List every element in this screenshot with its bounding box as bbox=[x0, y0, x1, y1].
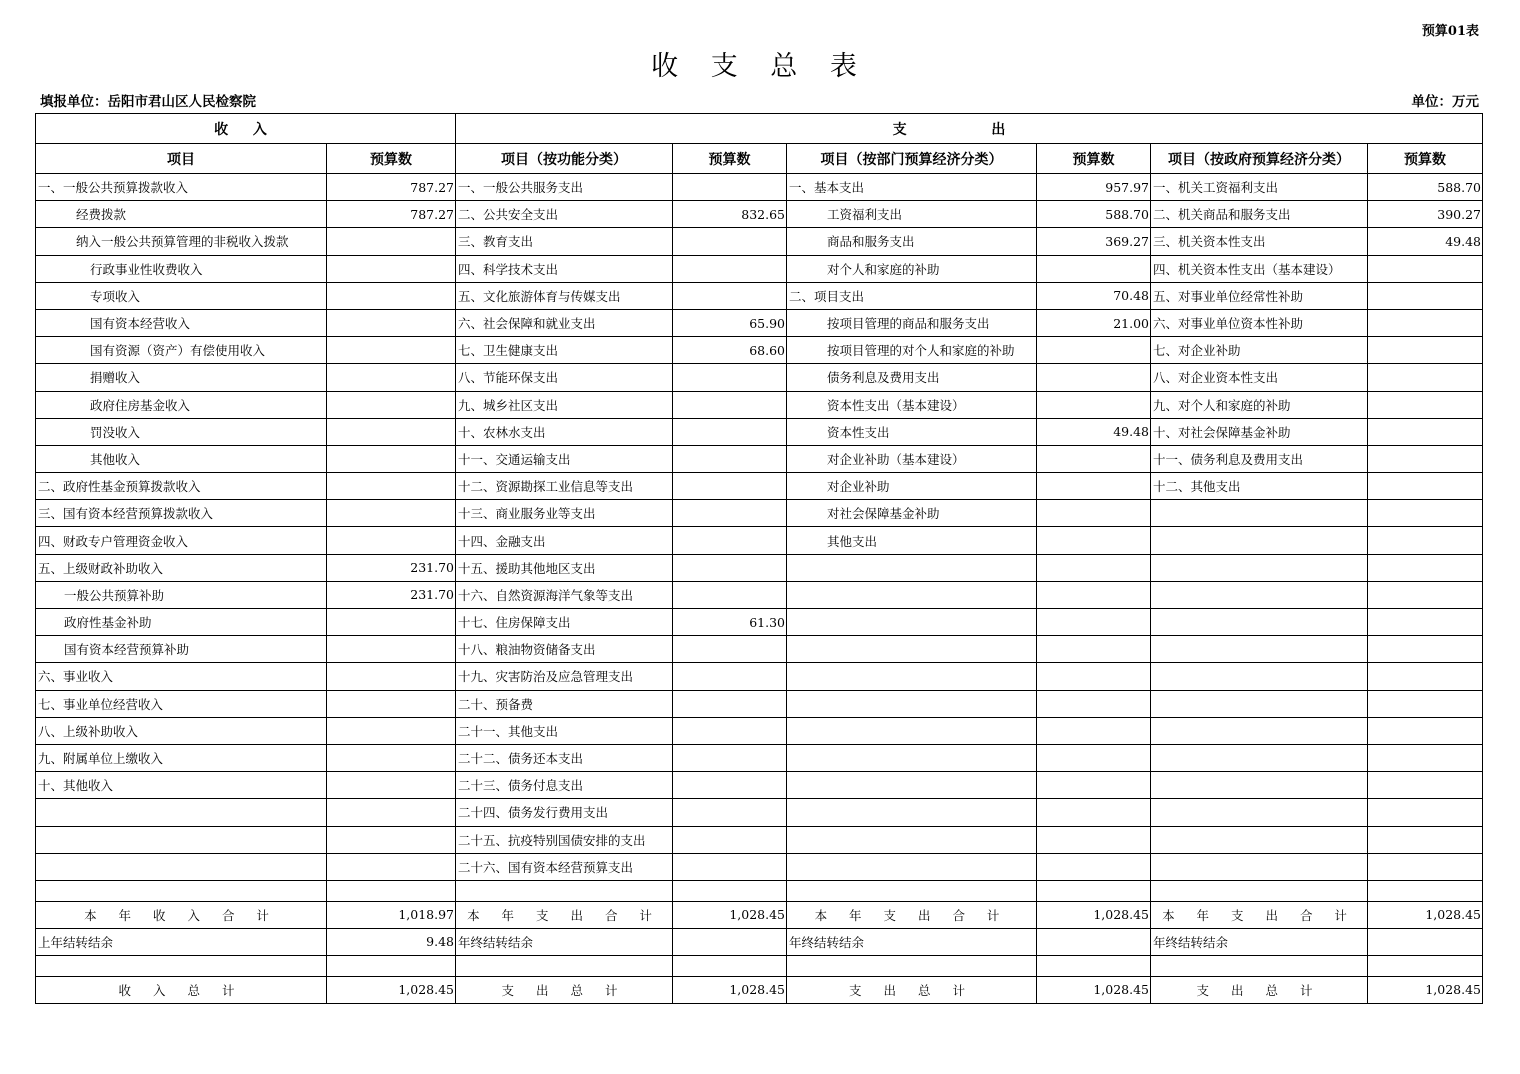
empty-cell bbox=[36, 880, 327, 901]
budget-value-cell bbox=[673, 636, 787, 663]
budget-value-cell: 9.48 bbox=[327, 928, 456, 955]
col-header-functional-item: 项目（按功能分类） bbox=[456, 144, 673, 174]
item-cell: 支 出 总 计 bbox=[1151, 976, 1368, 1003]
budget-value-cell bbox=[673, 772, 787, 799]
item-cell bbox=[1151, 500, 1368, 527]
item-cell bbox=[1151, 663, 1368, 690]
budget-value-cell bbox=[1037, 500, 1151, 527]
item-cell: 十五、援助其他地区支出 bbox=[456, 554, 673, 581]
item-cell: 本 年 支 出 合 计 bbox=[1151, 901, 1368, 928]
budget-value-cell: 787.27 bbox=[327, 201, 456, 228]
blank-row bbox=[36, 880, 1483, 901]
budget-value-cell bbox=[327, 445, 456, 472]
item-cell: 上年结转结余 bbox=[36, 928, 327, 955]
table-row bbox=[36, 663, 1483, 690]
item-cell: 四、科学技术支出 bbox=[456, 255, 673, 282]
item-cell: 捐赠收入 bbox=[36, 364, 327, 391]
table-row bbox=[36, 799, 1483, 826]
budget-value-cell: 231.70 bbox=[327, 581, 456, 608]
budget-value-cell bbox=[1037, 364, 1151, 391]
table-row bbox=[36, 581, 1483, 608]
item-cell: 债务利息及费用支出 bbox=[787, 364, 1037, 391]
item-cell: 一、基本支出 bbox=[787, 174, 1037, 201]
table-body bbox=[36, 174, 1483, 1004]
budget-value-cell: 61.30 bbox=[673, 609, 787, 636]
table-row bbox=[36, 337, 1483, 364]
table-row bbox=[36, 826, 1483, 853]
item-cell: 二十一、其他支出 bbox=[456, 717, 673, 744]
item-cell: 一般公共预算补助 bbox=[36, 581, 327, 608]
item-cell bbox=[787, 717, 1037, 744]
empty-cell bbox=[456, 880, 673, 901]
budget-value-cell: 1,028.45 bbox=[1037, 976, 1151, 1003]
budget-value-cell bbox=[673, 554, 787, 581]
item-cell: 收 入 总 计 bbox=[36, 976, 327, 1003]
budget-value-cell bbox=[1037, 554, 1151, 581]
budget-value-cell bbox=[1037, 717, 1151, 744]
item-cell bbox=[1151, 717, 1368, 744]
budget-value-cell bbox=[327, 609, 456, 636]
table-row bbox=[36, 744, 1483, 771]
item-cell: 二十二、债务还本支出 bbox=[456, 744, 673, 771]
item-cell: 一、一般公共服务支出 bbox=[456, 174, 673, 201]
item-cell: 十、农林水支出 bbox=[456, 418, 673, 445]
budget-value-cell bbox=[673, 445, 787, 472]
budget-value-cell bbox=[673, 928, 787, 955]
item-cell: 资本性支出（基本建设） bbox=[787, 391, 1037, 418]
budget-value-cell bbox=[327, 636, 456, 663]
item-cell: 十二、资源勘探工业信息等支出 bbox=[456, 473, 673, 500]
item-cell: 二、政府性基金预算拨款收入 bbox=[36, 473, 327, 500]
budget-value-cell bbox=[1368, 636, 1483, 663]
item-cell bbox=[787, 744, 1037, 771]
budget-value-cell bbox=[673, 364, 787, 391]
budget-value-cell: 369.27 bbox=[1037, 228, 1151, 255]
item-cell bbox=[787, 636, 1037, 663]
item-cell: 十六、自然资源海洋气象等支出 bbox=[456, 581, 673, 608]
table-row bbox=[36, 418, 1483, 445]
item-cell bbox=[787, 581, 1037, 608]
item-cell bbox=[787, 853, 1037, 880]
budget-value-cell bbox=[327, 337, 456, 364]
budget-value-cell bbox=[673, 799, 787, 826]
table-row bbox=[36, 391, 1483, 418]
budget-value-cell: 390.27 bbox=[1368, 201, 1483, 228]
item-cell: 资本性支出 bbox=[787, 418, 1037, 445]
budget-value-cell: 231.70 bbox=[327, 554, 456, 581]
item-cell: 其他收入 bbox=[36, 445, 327, 472]
budget-value-cell bbox=[1037, 445, 1151, 472]
item-cell: 六、对事业单位资本性补助 bbox=[1151, 309, 1368, 336]
budget-value-cell bbox=[1037, 527, 1151, 554]
budget-value-cell bbox=[1368, 255, 1483, 282]
budget-value-cell bbox=[1368, 690, 1483, 717]
budget-value-cell bbox=[1368, 799, 1483, 826]
item-cell: 对企业补助 bbox=[787, 473, 1037, 500]
item-cell: 纳入一般公共预算管理的非税收入拨款 bbox=[36, 228, 327, 255]
budget-value-cell bbox=[1368, 853, 1483, 880]
empty-cell bbox=[673, 955, 787, 976]
budget-value-cell bbox=[673, 663, 787, 690]
budget-value-cell: 957.97 bbox=[1037, 174, 1151, 201]
table-row bbox=[36, 772, 1483, 799]
item-cell: 三、国有资本经营预算拨款收入 bbox=[36, 500, 327, 527]
income-group-header: 收 入 bbox=[36, 114, 456, 144]
budget-value-cell bbox=[327, 826, 456, 853]
budget-value-cell bbox=[1037, 581, 1151, 608]
empty-cell bbox=[1037, 880, 1151, 901]
budget-value-cell bbox=[673, 853, 787, 880]
budget-value-cell bbox=[327, 772, 456, 799]
item-cell: 国有资源（资产）有偿使用收入 bbox=[36, 337, 327, 364]
item-cell: 本 年 收 入 合 计 bbox=[36, 901, 327, 928]
budget-value-cell bbox=[327, 663, 456, 690]
budget-value-cell bbox=[1368, 826, 1483, 853]
budget-value-cell bbox=[1368, 364, 1483, 391]
empty-cell bbox=[787, 955, 1037, 976]
budget-value-cell bbox=[1368, 663, 1483, 690]
item-cell: 年终结转结余 bbox=[456, 928, 673, 955]
budget-value-cell bbox=[673, 581, 787, 608]
item-cell: 政府性基金补助 bbox=[36, 609, 327, 636]
item-cell bbox=[787, 799, 1037, 826]
budget-value-cell: 1,028.45 bbox=[1368, 976, 1483, 1003]
item-cell bbox=[1151, 636, 1368, 663]
item-cell: 二十三、债务付息支出 bbox=[456, 772, 673, 799]
empty-cell bbox=[1037, 955, 1151, 976]
item-cell bbox=[787, 690, 1037, 717]
table-row bbox=[36, 255, 1483, 282]
item-cell: 按项目管理的商品和服务支出 bbox=[787, 309, 1037, 336]
item-cell: 十七、住房保障支出 bbox=[456, 609, 673, 636]
item-cell bbox=[787, 609, 1037, 636]
item-cell bbox=[36, 799, 327, 826]
item-cell: 九、附属单位上缴收入 bbox=[36, 744, 327, 771]
col-header-dept-economic-item: 项目（按部门预算经济分类） bbox=[787, 144, 1037, 174]
budget-value-cell bbox=[327, 418, 456, 445]
item-cell: 二十、预备费 bbox=[456, 690, 673, 717]
budget-value-cell bbox=[1368, 500, 1483, 527]
item-cell: 十二、其他支出 bbox=[1151, 473, 1368, 500]
budget-value-cell bbox=[673, 500, 787, 527]
budget-value-cell bbox=[1368, 418, 1483, 445]
budget-value-cell bbox=[327, 853, 456, 880]
budget-value-cell bbox=[673, 255, 787, 282]
budget-value-cell bbox=[673, 717, 787, 744]
item-cell bbox=[787, 826, 1037, 853]
budget-value-cell: 588.70 bbox=[1368, 174, 1483, 201]
budget-value-cell: 68.60 bbox=[673, 337, 787, 364]
budget-value-cell bbox=[1368, 609, 1483, 636]
item-cell bbox=[787, 772, 1037, 799]
budget-value-cell bbox=[673, 228, 787, 255]
item-cell: 十、其他收入 bbox=[36, 772, 327, 799]
budget-value-cell bbox=[1037, 928, 1151, 955]
col-header-budget: 预算数 bbox=[1368, 144, 1483, 174]
item-cell: 十、对社会保障基金补助 bbox=[1151, 418, 1368, 445]
item-cell: 支 出 总 计 bbox=[456, 976, 673, 1003]
table-row bbox=[36, 901, 1483, 928]
item-cell: 九、对个人和家庭的补助 bbox=[1151, 391, 1368, 418]
item-cell: 八、节能环保支出 bbox=[456, 364, 673, 391]
budget-value-cell bbox=[1037, 853, 1151, 880]
budget-value-cell bbox=[1368, 772, 1483, 799]
table-row bbox=[36, 445, 1483, 472]
budget-value-cell bbox=[327, 500, 456, 527]
budget-value-cell bbox=[1037, 690, 1151, 717]
item-cell: 行政事业性收费收入 bbox=[36, 255, 327, 282]
budget-value-cell bbox=[1037, 473, 1151, 500]
budget-value-cell bbox=[673, 418, 787, 445]
item-cell: 政府住房基金收入 bbox=[36, 391, 327, 418]
budget-value-cell: 1,028.45 bbox=[327, 976, 456, 1003]
item-cell: 三、教育支出 bbox=[456, 228, 673, 255]
budget-value-cell bbox=[1368, 445, 1483, 472]
item-cell: 二十四、债务发行费用支出 bbox=[456, 799, 673, 826]
table-row bbox=[36, 364, 1483, 391]
item-cell: 支 出 总 计 bbox=[787, 976, 1037, 1003]
budget-value-cell bbox=[327, 744, 456, 771]
table-row bbox=[36, 309, 1483, 336]
budget-value-cell bbox=[673, 826, 787, 853]
budget-value-cell: 787.27 bbox=[327, 174, 456, 201]
empty-cell bbox=[327, 955, 456, 976]
budget-value-cell: 70.48 bbox=[1037, 282, 1151, 309]
item-cell: 五、上级财政补助收入 bbox=[36, 554, 327, 581]
item-cell: 十九、灾害防治及应急管理支出 bbox=[456, 663, 673, 690]
table-row bbox=[36, 853, 1483, 880]
item-cell: 对企业补助（基本建设） bbox=[787, 445, 1037, 472]
currency-unit: 单位：万元 bbox=[1411, 94, 1479, 110]
table-row bbox=[36, 500, 1483, 527]
empty-cell bbox=[1151, 955, 1368, 976]
item-cell: 十八、粮油物资储备支出 bbox=[456, 636, 673, 663]
item-cell: 十三、商业服务业等支出 bbox=[456, 500, 673, 527]
reporting-unit: 填报单位：岳阳市君山区人民检察院 bbox=[40, 94, 256, 110]
budget-value-cell: 49.48 bbox=[1037, 418, 1151, 445]
budget-value-cell bbox=[327, 364, 456, 391]
budget-value-cell bbox=[1368, 473, 1483, 500]
item-cell: 二、机关商品和服务支出 bbox=[1151, 201, 1368, 228]
item-cell: 九、城乡社区支出 bbox=[456, 391, 673, 418]
item-cell bbox=[1151, 527, 1368, 554]
budget-value-cell bbox=[327, 799, 456, 826]
item-cell: 六、事业收入 bbox=[36, 663, 327, 690]
budget-value-cell bbox=[1368, 527, 1483, 554]
table-row bbox=[36, 174, 1483, 201]
item-cell bbox=[1151, 772, 1368, 799]
item-cell: 五、文化旅游体育与传媒支出 bbox=[456, 282, 673, 309]
item-cell: 十一、交通运输支出 bbox=[456, 445, 673, 472]
item-cell bbox=[1151, 826, 1368, 853]
budget-value-cell bbox=[673, 527, 787, 554]
budget-value-cell: 588.70 bbox=[1037, 201, 1151, 228]
table-row bbox=[36, 554, 1483, 581]
budget-value-cell bbox=[1037, 609, 1151, 636]
budget-value-cell: 1,018.97 bbox=[327, 901, 456, 928]
budget-value-cell bbox=[1037, 826, 1151, 853]
budget-value-cell: 1,028.45 bbox=[673, 976, 787, 1003]
item-cell bbox=[1151, 554, 1368, 581]
table-row bbox=[36, 282, 1483, 309]
budget-value-cell bbox=[1037, 255, 1151, 282]
budget-value-cell bbox=[327, 690, 456, 717]
empty-cell bbox=[456, 955, 673, 976]
budget-summary-table bbox=[35, 113, 1483, 1004]
item-cell: 三、机关资本性支出 bbox=[1151, 228, 1368, 255]
budget-value-cell: 832.65 bbox=[673, 201, 787, 228]
budget-value-cell: 21.00 bbox=[1037, 309, 1151, 336]
budget-value-cell bbox=[1037, 744, 1151, 771]
budget-value-cell bbox=[673, 690, 787, 717]
budget-value-cell bbox=[673, 174, 787, 201]
item-cell: 对社会保障基金补助 bbox=[787, 500, 1037, 527]
blank-row bbox=[36, 955, 1483, 976]
item-cell: 八、对企业资本性支出 bbox=[1151, 364, 1368, 391]
table-row bbox=[36, 636, 1483, 663]
budget-value-cell bbox=[1368, 337, 1483, 364]
item-cell: 二、公共安全支出 bbox=[456, 201, 673, 228]
item-cell: 四、机关资本性支出（基本建设） bbox=[1151, 255, 1368, 282]
budget-value-cell bbox=[1368, 554, 1483, 581]
item-cell bbox=[1151, 799, 1368, 826]
table-row bbox=[36, 201, 1483, 228]
budget-value-cell bbox=[327, 717, 456, 744]
item-cell: 本 年 支 出 合 计 bbox=[456, 901, 673, 928]
item-cell: 十一、债务利息及费用支出 bbox=[1151, 445, 1368, 472]
col-header-item: 项目 bbox=[36, 144, 327, 174]
table-row bbox=[36, 473, 1483, 500]
item-cell bbox=[1151, 609, 1368, 636]
table-row bbox=[36, 976, 1483, 1003]
budget-value-cell bbox=[673, 473, 787, 500]
budget-value-cell bbox=[1368, 928, 1483, 955]
budget-value-cell bbox=[1037, 636, 1151, 663]
budget-value-cell bbox=[673, 391, 787, 418]
budget-value-cell bbox=[1368, 282, 1483, 309]
budget-value-cell bbox=[1037, 391, 1151, 418]
item-cell: 按项目管理的对个人和家庭的补助 bbox=[787, 337, 1037, 364]
budget-value-cell: 49.48 bbox=[1368, 228, 1483, 255]
budget-value-cell bbox=[1368, 391, 1483, 418]
budget-value-cell bbox=[327, 282, 456, 309]
item-cell bbox=[787, 663, 1037, 690]
empty-cell bbox=[1368, 955, 1483, 976]
item-cell: 四、财政专户管理资金收入 bbox=[36, 527, 327, 554]
table-row bbox=[36, 717, 1483, 744]
empty-cell bbox=[787, 880, 1037, 901]
item-cell: 年终结转结余 bbox=[1151, 928, 1368, 955]
budget-value-cell: 65.90 bbox=[673, 309, 787, 336]
budget-value-cell bbox=[327, 255, 456, 282]
item-cell: 专项收入 bbox=[36, 282, 327, 309]
item-cell: 罚没收入 bbox=[36, 418, 327, 445]
empty-cell bbox=[1151, 880, 1368, 901]
item-cell: 七、事业单位经营收入 bbox=[36, 690, 327, 717]
item-cell bbox=[1151, 853, 1368, 880]
budget-value-cell bbox=[1368, 717, 1483, 744]
table-row bbox=[36, 928, 1483, 955]
col-header-budget: 预算数 bbox=[1037, 144, 1151, 174]
item-cell: 七、对企业补助 bbox=[1151, 337, 1368, 364]
item-cell bbox=[1151, 690, 1368, 717]
budget-value-cell bbox=[327, 473, 456, 500]
budget-value-cell bbox=[1368, 744, 1483, 771]
empty-cell bbox=[1368, 880, 1483, 901]
item-cell bbox=[1151, 581, 1368, 608]
item-cell bbox=[787, 554, 1037, 581]
item-cell: 五、对事业单位经常性补助 bbox=[1151, 282, 1368, 309]
item-cell: 七、卫生健康支出 bbox=[456, 337, 673, 364]
budget-value-cell bbox=[327, 228, 456, 255]
item-cell bbox=[36, 853, 327, 880]
col-header-gov-economic-item: 项目（按政府预算经济分类） bbox=[1151, 144, 1368, 174]
col-header-budget: 预算数 bbox=[673, 144, 787, 174]
page-title: 收 支 总 表 bbox=[651, 51, 869, 82]
budget-value-cell bbox=[673, 282, 787, 309]
budget-value-cell bbox=[673, 744, 787, 771]
budget-value-cell: 1,028.45 bbox=[673, 901, 787, 928]
budget-value-cell: 1,028.45 bbox=[1368, 901, 1483, 928]
table-row bbox=[36, 690, 1483, 717]
item-cell bbox=[36, 826, 327, 853]
item-cell: 年终结转结余 bbox=[787, 928, 1037, 955]
budget-value-cell bbox=[1368, 581, 1483, 608]
empty-cell bbox=[36, 955, 327, 976]
item-cell: 八、上级补助收入 bbox=[36, 717, 327, 744]
form-code: 预算01表 bbox=[1421, 24, 1479, 39]
budget-value-cell bbox=[1037, 663, 1151, 690]
budget-value-cell: 1,028.45 bbox=[1037, 901, 1151, 928]
item-cell: 商品和服务支出 bbox=[787, 228, 1037, 255]
budget-value-cell bbox=[1037, 799, 1151, 826]
item-cell: 六、社会保障和就业支出 bbox=[456, 309, 673, 336]
empty-cell bbox=[673, 880, 787, 901]
item-cell: 一、机关工资福利支出 bbox=[1151, 174, 1368, 201]
item-cell: 十四、金融支出 bbox=[456, 527, 673, 554]
item-cell: 二、项目支出 bbox=[787, 282, 1037, 309]
item-cell: 本 年 支 出 合 计 bbox=[787, 901, 1037, 928]
budget-value-cell bbox=[327, 527, 456, 554]
item-cell: 国有资本经营收入 bbox=[36, 309, 327, 336]
item-cell: 对个人和家庭的补助 bbox=[787, 255, 1037, 282]
col-header-budget: 预算数 bbox=[327, 144, 456, 174]
budget-value-cell bbox=[327, 309, 456, 336]
expense-group-header: 支 出 bbox=[456, 114, 1483, 144]
item-cell: 其他支出 bbox=[787, 527, 1037, 554]
table-row bbox=[36, 609, 1483, 636]
item-cell: 一、一般公共预算拨款收入 bbox=[36, 174, 327, 201]
item-cell: 国有资本经营预算补助 bbox=[36, 636, 327, 663]
budget-value-cell bbox=[1037, 772, 1151, 799]
budget-value-cell bbox=[1368, 309, 1483, 336]
item-cell: 经费拨款 bbox=[36, 201, 327, 228]
budget-value-cell bbox=[327, 391, 456, 418]
item-cell: 二十五、抗疫特别国债安排的支出 bbox=[456, 826, 673, 853]
item-cell: 二十六、国有资本经营预算支出 bbox=[456, 853, 673, 880]
budget-value-cell bbox=[1037, 337, 1151, 364]
table-row bbox=[36, 527, 1483, 554]
empty-cell bbox=[327, 880, 456, 901]
item-cell: 工资福利支出 bbox=[787, 201, 1037, 228]
item-cell bbox=[1151, 744, 1368, 771]
table-row bbox=[36, 228, 1483, 255]
